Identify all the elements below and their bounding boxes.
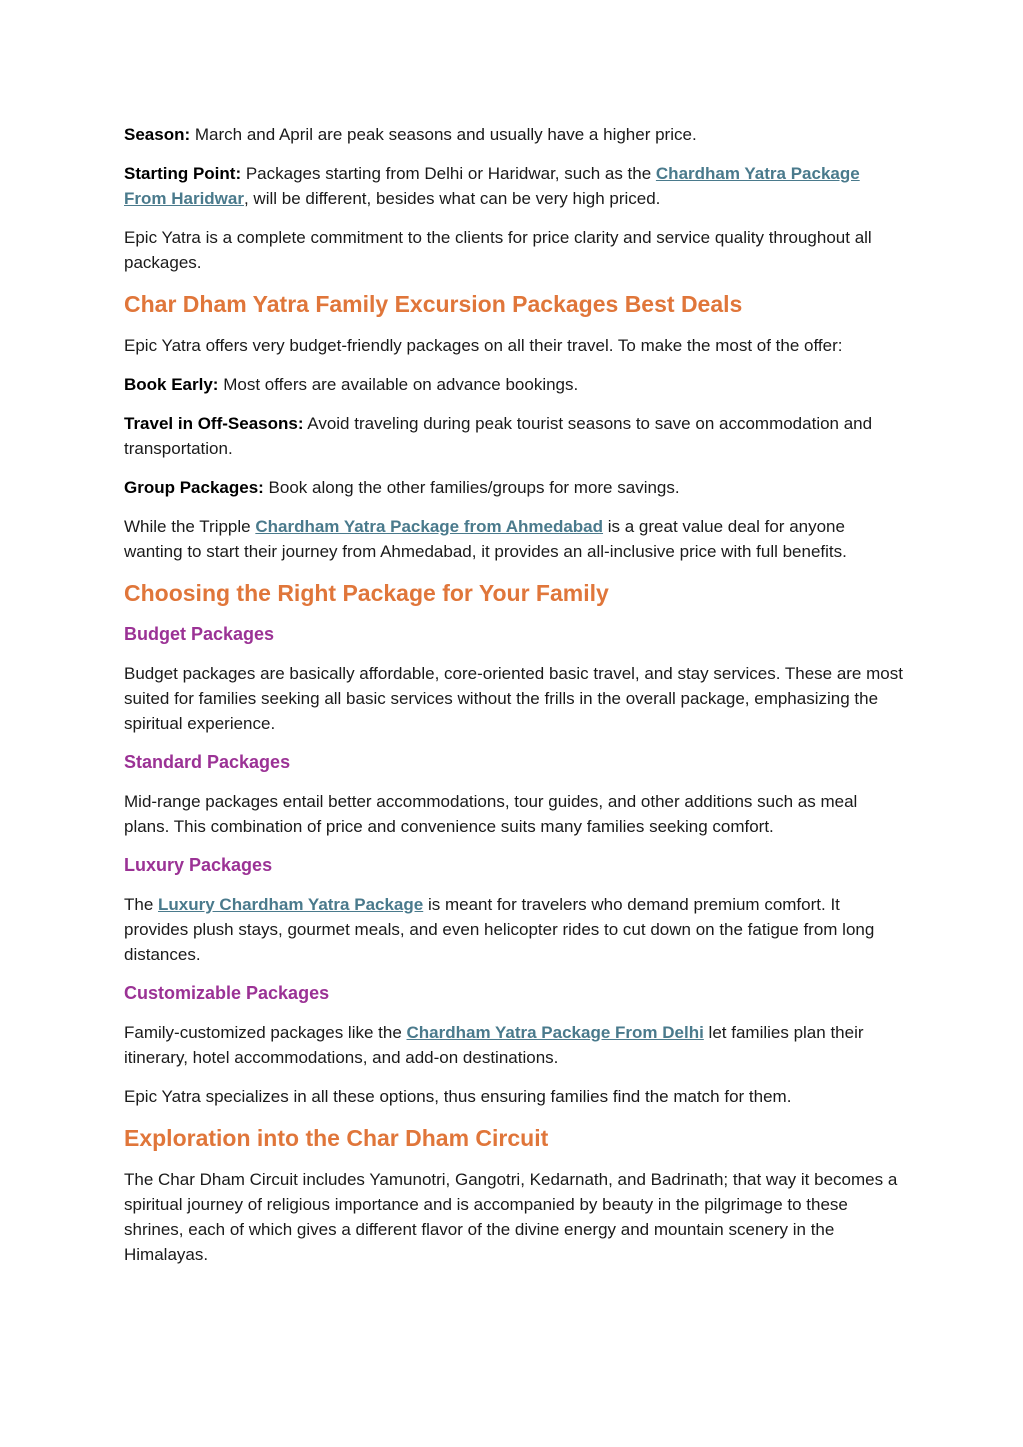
group-packages-paragraph (124, 475, 904, 500)
group-packages-label: Group Packages: (124, 478, 264, 497)
luxury-text: The (124, 895, 159, 914)
circuit-heading: Exploration into the Char Dham Circuit (124, 1125, 549, 1151)
ahmedabad-paragraph (124, 514, 904, 564)
group-packages-text: Book along the other families/groups for more savings. (263, 478, 680, 497)
standard-packages-heading: Standard Packages (124, 752, 291, 772)
document-page (124, 122, 904, 1281)
haridwar-package-link[interactable]: Chardham Yatra Package From Haridwar (124, 164, 860, 208)
ahmedabad-text-end: is a great value deal for anyone wanting to start their journey from Ahmedabad, it provides an all-inclusive price with full benefits. (124, 517, 847, 561)
off-season-label: Travel in Off-Seasons: (124, 414, 304, 433)
season-text: March and April are peak seasons and usually have a higher price. (190, 125, 697, 144)
ahmedabad-text: While the Tripple (124, 517, 256, 536)
ahmedabad-package-link[interactable]: Chardham Yatra Package from Ahmedabad (255, 517, 604, 536)
custom-text: Family-customized packages like the (124, 1023, 407, 1042)
standard-packages-paragraph: Mid-range packages entail better accommodations, tour guides, and other additions such as meal plans. This combination of price and convenience suits many families seeking comfort. (124, 792, 858, 836)
specializes-paragraph: Epic Yatra specializes in all these options, thus ensuring families find the match for them. (124, 1087, 792, 1106)
book-early-label: Book Early: (124, 375, 219, 394)
off-season-text: Avoid traveling during peak tourist seasons to save on accommodation and transportation. (124, 414, 873, 458)
starting-point-label: Starting Point: (124, 164, 242, 183)
customizable-packages-heading: Customizable Packages (124, 983, 330, 1003)
luxury-packages-paragraph (124, 892, 904, 967)
circuit-paragraph: The Char Dham Circuit includes Yamunotri, Gangotri, Kedarnath, and Badrinath; that way it becomes a spiritual journey of religious importance and is accompanied by beauty in the pilgrimage to these shrines, each of which gives a different flavor of the divine energy and mountain scenery in the Himalayas. (124, 1170, 898, 1264)
choosing-package-heading: Choosing the Right Package for Your Family (124, 580, 609, 606)
custom-text-end: let families plan their itinerary, hotel accommodations, and add-on destinations. (124, 1023, 864, 1067)
commitment-paragraph: Epic Yatra is a complete commitment to the clients for price clarity and service quality throughout all packages. (124, 228, 872, 272)
starting-point-paragraph (124, 161, 904, 211)
off-season-paragraph (124, 411, 904, 461)
budget-packages-paragraph: Budget packages are basically affordable, core-oriented basic travel, and stay services. These are most suited for families seeking all basic services without the frills in the overall package, emphasizing the spiritual experience. (124, 664, 903, 733)
luxury-text-end: is meant for travelers who demand premium comfort. It provides plush stays, gourmet meals, and even helicopter rides to cut down on the fatigue from long distances. (124, 895, 875, 964)
budget-friendly-paragraph: Epic Yatra offers very budget-friendly packages on all their travel. To make the most of the offer: (124, 336, 843, 355)
book-early-paragraph (124, 372, 904, 397)
customizable-packages-paragraph (124, 1020, 904, 1070)
starting-point-text: Packages starting from Delhi or Haridwar, such as the (241, 164, 656, 183)
starting-point-text-end: , will be different, besides what can be very high priced. (243, 189, 661, 208)
best-deals-heading: Char Dham Yatra Family Excursion Packages Best Deals (124, 291, 743, 317)
book-early-text: Most offers are available on advance bookings. (218, 375, 579, 394)
luxury-packages-heading: Luxury Packages (124, 855, 273, 875)
budget-packages-heading: Budget Packages (124, 624, 275, 644)
luxury-package-link[interactable]: Luxury Chardham Yatra Package (158, 895, 424, 914)
delhi-package-link[interactable]: Chardham Yatra Package From Delhi (406, 1023, 704, 1042)
season-label: Season: (124, 125, 191, 144)
season-paragraph (124, 122, 904, 147)
